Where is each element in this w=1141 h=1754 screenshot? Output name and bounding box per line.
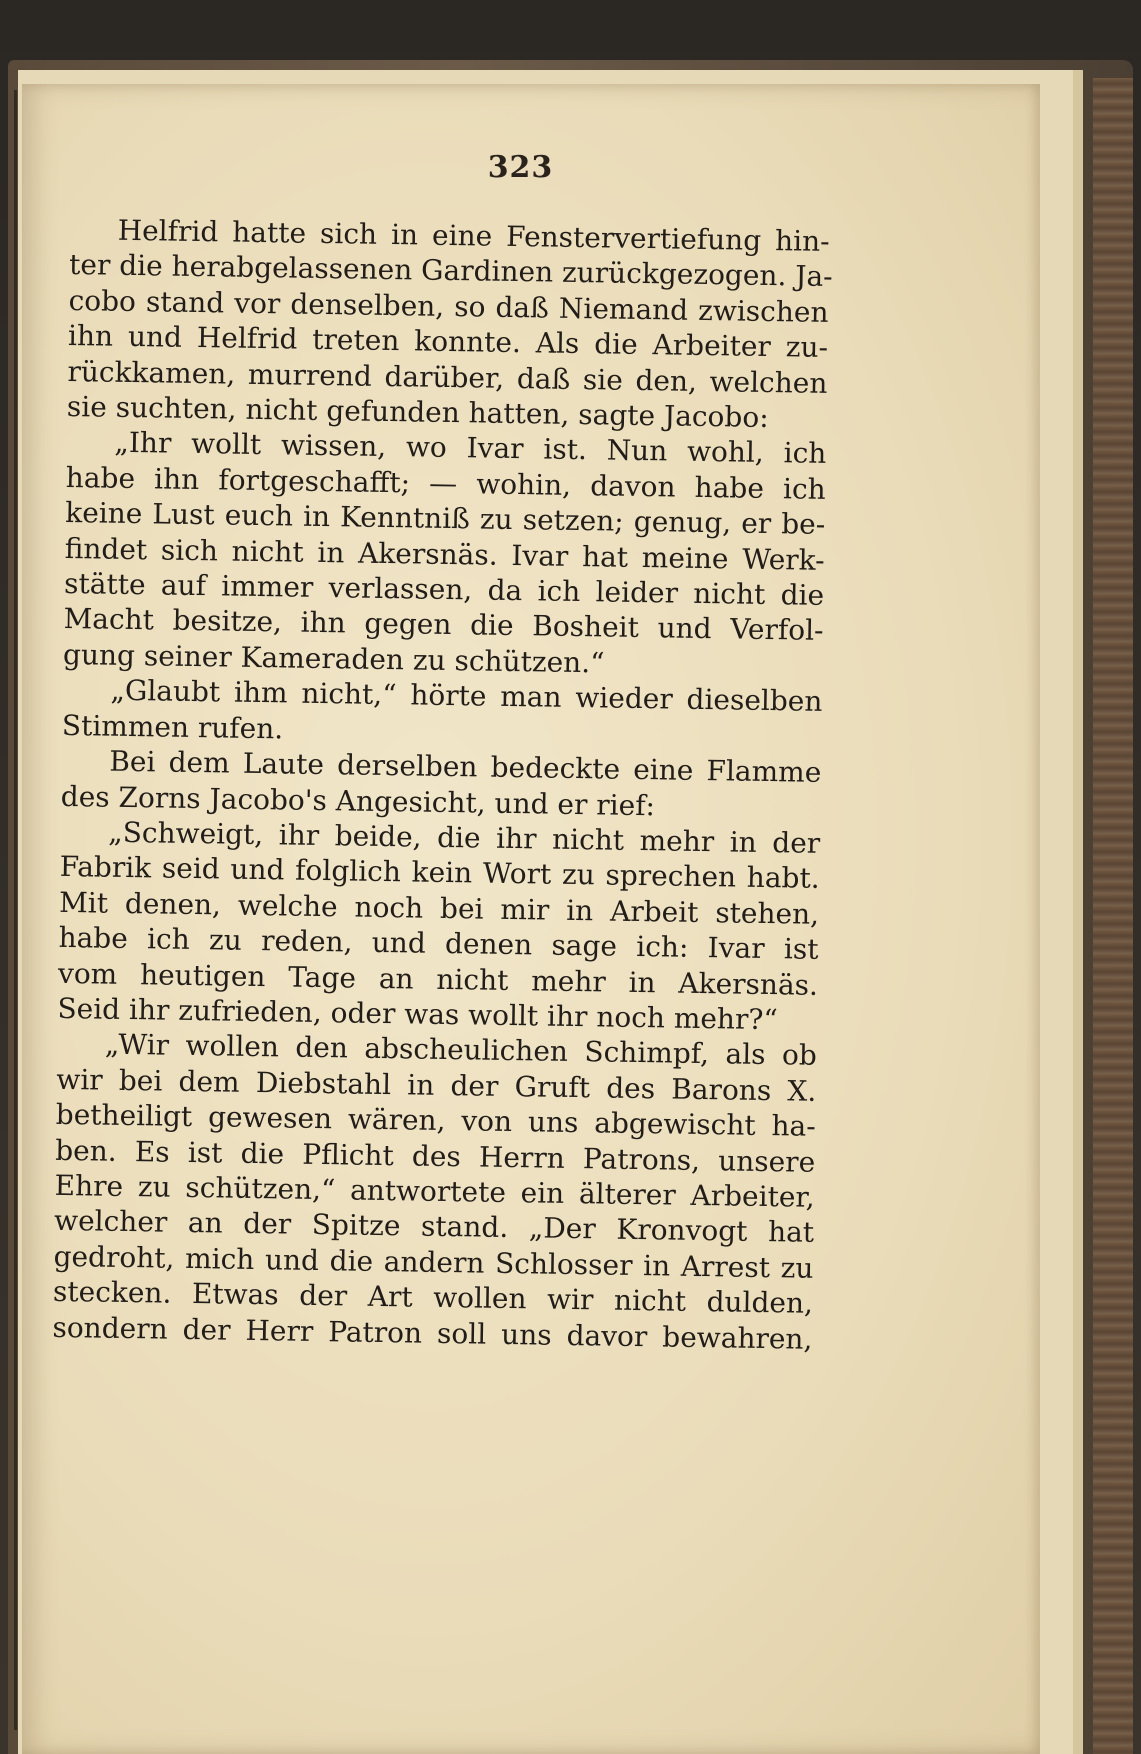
text-line: cobo stand vor denselben, so daß Niemand zwischen — [68, 283, 829, 329]
text-line: habe ich zu reden, und denen sage ich: Ivar ist — [58, 921, 819, 966]
text-line: ter die herabgelassenen Gardinen zurückgezogen. Ja- — [68, 248, 833, 294]
text-line: Stimmen rufen. — [61, 708, 284, 746]
page-number: 323 — [487, 150, 554, 185]
text-line: welcher an der Spitze stand. „Der Kronvogt hat — [53, 1204, 815, 1250]
text-line: sondern der Herr Patron soll uns davor bewahren, — [52, 1310, 813, 1356]
text-line: Ehre zu schützen,“ antwortete ein älterer Arbeiter, — [54, 1168, 815, 1214]
text-line: gung seiner Kameraden zu schützen.“ — [62, 637, 605, 680]
text-line: betheiligt gewesen wären, von uns abgewischt ha- — [55, 1098, 816, 1143]
text-line: findet sich nicht in Akersnäs. Ivar hat meine Werk- — [64, 531, 825, 577]
text-line: vom heutigen Tage an nicht mehr in Akersnäs. — [57, 956, 819, 1002]
text-line: Mit denen, welche noch bei mir in Arbeit stehen, — [58, 885, 820, 931]
text-line: Helfrid hatte sich in eine Fenstervertiefung hin- — [117, 213, 830, 258]
text-line: Fabrik seid und folglich kein Wort zu sprechen habt. — [59, 850, 820, 896]
body-text — [52, 212, 833, 1357]
text-line: ben. Es ist die Pflicht des Herrn Patrons, unsere — [55, 1133, 816, 1179]
text-line: keine Lust euch in Kenntniß zu setzen; genug, er be- — [65, 496, 826, 542]
text-line: Seid ihr zufrieden, oder was wollt ihr noch mehr?“ — [57, 991, 778, 1037]
text-line: „Wir wollen den abscheulichen Schimpf, als ob — [104, 1027, 818, 1073]
text-line: „Ihr wollt wissen, wo Ivar ist. Nun wohl, ich — [114, 426, 827, 471]
text-line: ihn und Helfrid treten konnte. Als die Arbeiter zu- — [67, 319, 829, 365]
text-line: Bei dem Laute derselben bedeckte eine Flamme — [109, 744, 822, 789]
text-line: stecken. Etwas der Art wollen wir nicht dulden, — [52, 1275, 814, 1320]
book-cover-edge — [1093, 78, 1133, 1754]
text-line: Macht besitze, ihn gegen die Bosheit und Verfol- — [63, 602, 824, 648]
text-line: „Glaubt ihm nicht,“ hörte man wieder dieselben — [110, 673, 823, 719]
text-line: habe ihn fortgeschafft; — wohin, davon habe ich — [65, 460, 826, 506]
text-line: stätte auf immer verlassen, da ich leider nicht die — [63, 567, 825, 612]
text-line: „Schweigt, ihr beide, die ihr nicht mehr in der — [108, 815, 821, 860]
text-line: des Zorns Jacobo's Angesicht, und er rief: — [60, 779, 656, 822]
text-line: gedroht, mich und die andern Schlosser in Arrest zu — [53, 1239, 814, 1285]
text-line: wir bei dem Diebstahl in der Gruft des Barons X. — [56, 1062, 817, 1108]
text-line: sie suchten, nicht gefunden hatten, sagte Jacobo: — [66, 390, 769, 435]
text-line: rückkamen, murrend darüber, daß sie den, welchen — [67, 354, 828, 400]
binding-gutter — [14, 90, 17, 1730]
